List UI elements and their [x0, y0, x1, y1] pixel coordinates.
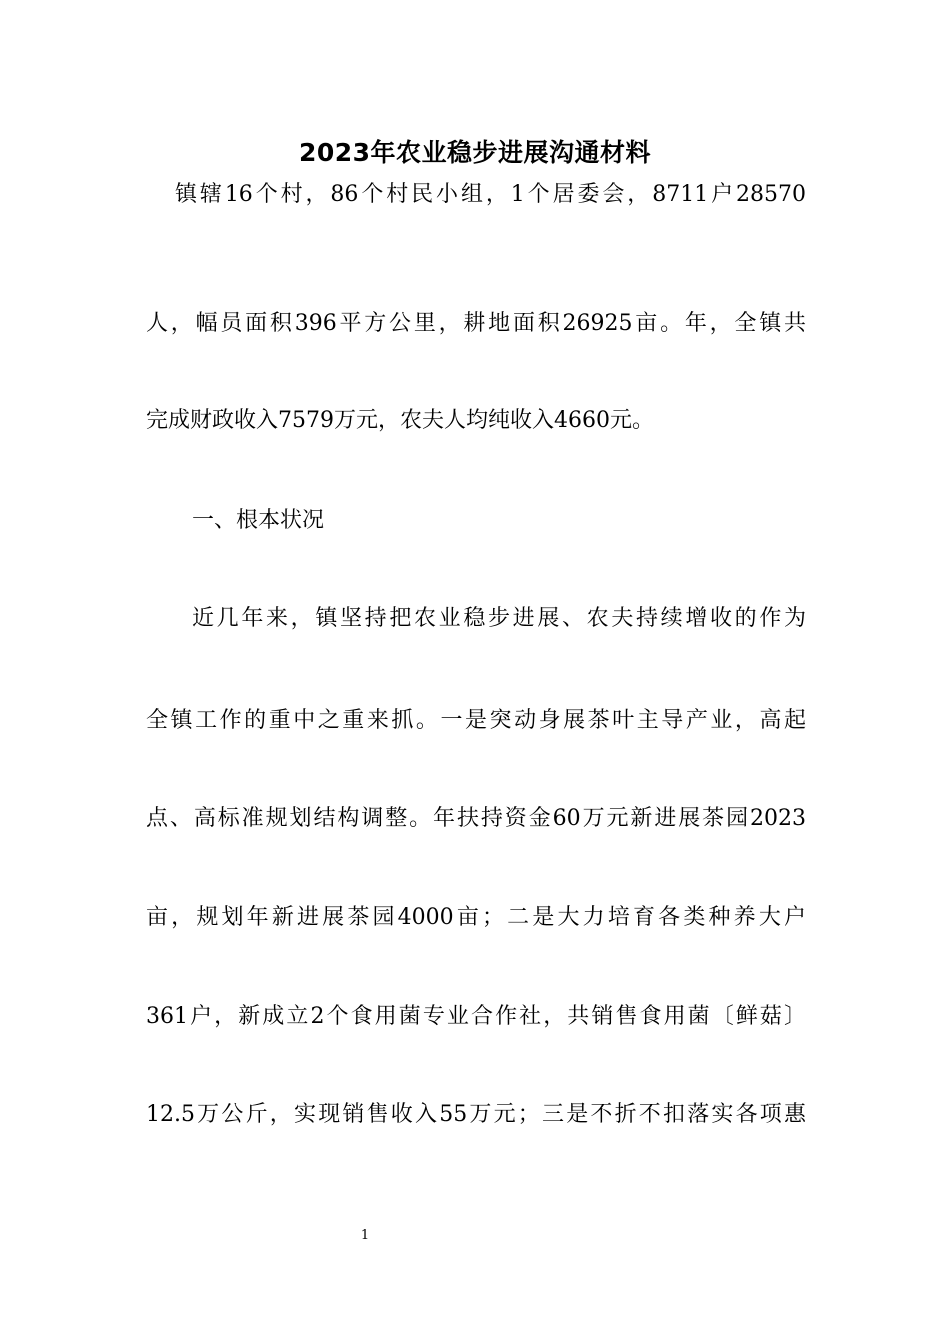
- paragraph-line: 点、高标准规划结构调整。年扶持资金60万元新进展茶园2023: [146, 806, 806, 831]
- paragraph-line: 亩，规划年新进展茶园4000亩；二是大力培育各类种养大户: [146, 905, 806, 930]
- paragraph-line: 完成财政收入7579万元，农夫人均纯收入4660元。: [146, 408, 654, 433]
- paragraph-line: 12.5万公斤，实现销售收入55万元；三是不折不扣落实各项惠: [146, 1102, 806, 1127]
- paragraph-line: 近几年来，镇坚持把农业稳步进展、农夫持续增收的作为: [192, 606, 806, 631]
- paragraph-line: 人，幅员面积396平方公里，耕地面积26925亩。年，全镇共: [146, 311, 806, 336]
- section-heading: 一、根本状况: [192, 508, 325, 533]
- paragraph-line: 镇辖16个村，86个村民小组，1个居委会，8711户28570: [175, 182, 806, 207]
- paragraph-line: 361户，新成立2个食用菌专业合作社，共销售食用菌〔鲜菇〕: [146, 1004, 806, 1029]
- page-title: 2023年农业稳步进展沟通材料: [298, 138, 652, 167]
- paragraph-line: 全镇工作的重中之重来抓。一是突动身展茶叶主导产业，高起: [146, 708, 806, 733]
- page-number: 1: [360, 1228, 370, 1243]
